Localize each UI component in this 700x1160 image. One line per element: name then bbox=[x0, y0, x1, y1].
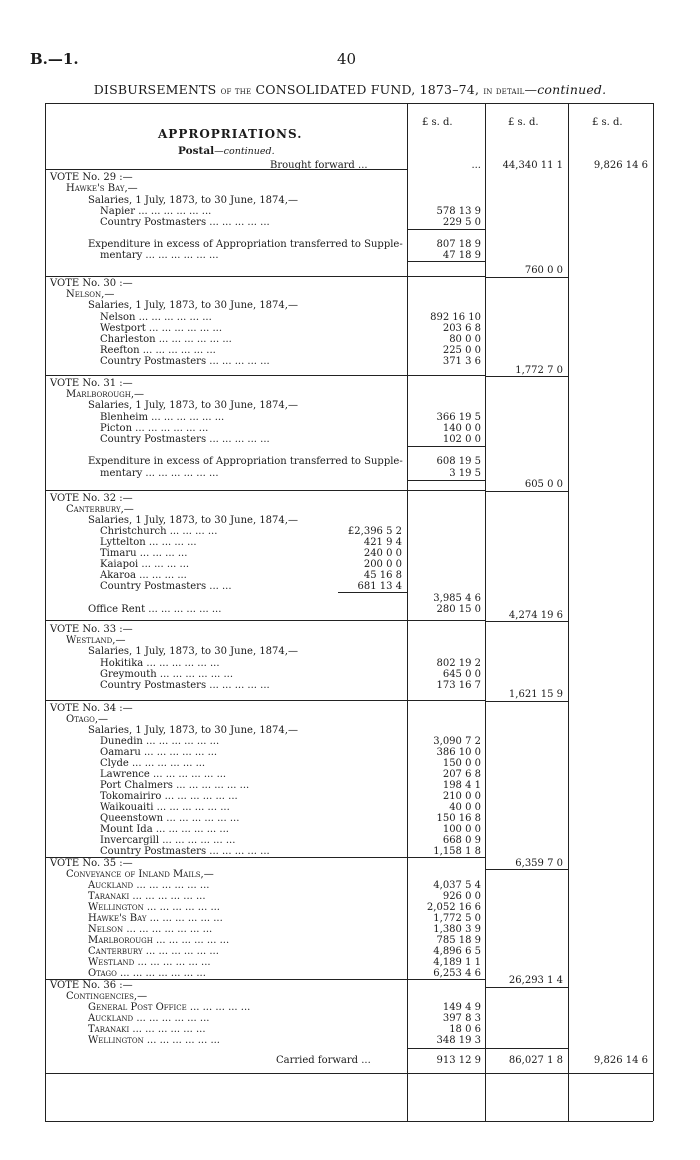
title-of: of the bbox=[220, 86, 252, 97]
amount-c1: 892 16 10 bbox=[430, 312, 481, 323]
amount-c1: 3 19 5 bbox=[449, 468, 481, 479]
row-label: Office Rent ... ... ... ... ... ... bbox=[88, 604, 222, 615]
row-label: Country Postmasters ... ... ... ... ... bbox=[100, 356, 270, 367]
amount-c1: 397 8 3 bbox=[442, 1013, 481, 1024]
row-label: Christchurch ... ... ... ... bbox=[100, 526, 218, 537]
row-label: Oamaru ... ... ... ... ... ... bbox=[100, 747, 218, 758]
row-label: VOTE No. 33 :— bbox=[50, 624, 133, 635]
rule-h bbox=[45, 1073, 653, 1074]
page-number: 40 bbox=[337, 50, 357, 68]
row-label: Country Postmasters ... ... ... ... ... bbox=[100, 846, 270, 857]
amount-c1: 4,896 6 5 bbox=[433, 946, 481, 957]
rule-col3 bbox=[568, 103, 569, 1121]
amount-c1: 18 0 6 bbox=[449, 1024, 481, 1035]
rule-h bbox=[45, 620, 485, 621]
row-label: Reefton ... ... ... ... ... ... bbox=[100, 345, 216, 356]
amount-c1: 3,090 7 2 bbox=[433, 736, 481, 747]
amount-c1: 173 16 7 bbox=[436, 680, 481, 691]
row-label: Canterbury,— bbox=[66, 504, 134, 515]
amount-c1: 1,772 5 0 bbox=[433, 913, 481, 924]
amount-c1: 2,052 16 6 bbox=[426, 902, 481, 913]
row-label: Salaries, 1 July, 1873, to 30 June, 1874,— bbox=[88, 646, 298, 657]
amount-c0: 421 9 4 bbox=[363, 537, 402, 548]
row-label: Westland ... ... ... ... ... ... bbox=[88, 957, 211, 968]
amount-c1: 149 4 9 bbox=[442, 1002, 481, 1013]
row-label: Nelson,— bbox=[66, 289, 115, 300]
row-label: Waikouaiti ... ... ... ... ... ... bbox=[100, 802, 230, 813]
amount-c3: 9,826 14 6 bbox=[593, 1055, 648, 1066]
amount-c1: 926 0 0 bbox=[442, 891, 481, 902]
row-label: Charleston ... ... ... ... ... ... bbox=[100, 334, 232, 345]
amount-c1: 203 6 8 bbox=[442, 323, 481, 334]
amount-c2: 1,772 7 0 bbox=[515, 365, 563, 376]
amount-c2: 86,027 1 8 bbox=[508, 1055, 563, 1066]
amount-c1: 371 3 6 bbox=[442, 356, 481, 367]
rule-h bbox=[407, 480, 485, 481]
row-label: Timaru ... ... ... ... bbox=[100, 548, 188, 559]
row-label: Auckland ... ... ... ... ... ... bbox=[88, 1013, 210, 1024]
row-label: VOTE No. 36 :— bbox=[50, 980, 133, 991]
col2-heading: £ s. d. bbox=[508, 117, 539, 128]
amount-c1: 225 0 0 bbox=[442, 345, 481, 356]
row-label: Lawrence ... ... ... ... ... ... bbox=[100, 769, 227, 780]
rule-h bbox=[485, 621, 568, 622]
amount-c1: 198 4 1 bbox=[442, 780, 481, 791]
amount-c1: 645 0 0 bbox=[442, 669, 481, 680]
amount-c1: 150 16 8 bbox=[436, 813, 481, 824]
amount-c2: 4,274 19 6 bbox=[508, 610, 563, 621]
row-label: Otago,— bbox=[66, 714, 109, 725]
row-label: Marlborough ... ... ... ... ... ... bbox=[88, 935, 230, 946]
row-label: Salaries, 1 July, 1873, to 30 June, 1874,— bbox=[88, 400, 298, 411]
row-label: Salaries, 1 July, 1873, to 30 June, 1874,— bbox=[88, 725, 298, 736]
amount-c1: 40 0 0 bbox=[449, 802, 481, 813]
amount-c1: 1,158 1 8 bbox=[433, 846, 481, 857]
row-label: Brought forward ... bbox=[270, 160, 368, 171]
row-label: Hawke's Bay,— bbox=[66, 183, 138, 194]
row-label: Conveyance of Inland Mails,— bbox=[66, 869, 214, 880]
amount-c0: £2,396 5 2 bbox=[347, 526, 402, 537]
row-label: Wellington ... ... ... ... ... ... bbox=[88, 902, 220, 913]
amount-c1: 4,189 1 1 bbox=[433, 957, 481, 968]
row-label: Westport ... ... ... ... ... ... bbox=[100, 323, 223, 334]
amount-c0: 45 16 8 bbox=[363, 570, 402, 581]
amount-c2: 760 0 0 bbox=[524, 265, 563, 276]
row-label: Lyttelton ... ... ... ... bbox=[100, 537, 197, 548]
row-label: Expenditure in excess of Appropriation transferred to Supple- bbox=[88, 456, 403, 467]
rule-h bbox=[407, 229, 485, 230]
row-label: VOTE No. 29 :— bbox=[50, 172, 133, 183]
page-header-left: B.—1. bbox=[30, 50, 79, 68]
row-label: Kaiapoi ... ... ... ... bbox=[100, 559, 190, 570]
amount-c1: 348 19 3 bbox=[436, 1035, 481, 1046]
rule-h bbox=[485, 277, 568, 278]
title-in: in detail bbox=[483, 86, 525, 97]
rule-col1 bbox=[407, 103, 408, 1121]
postal-continued: —continued. bbox=[214, 146, 275, 157]
amount-c2: 26,293 1 4 bbox=[508, 975, 563, 986]
amount-c2: 6,359 7 0 bbox=[515, 858, 563, 869]
col1-heading: £ s. d. bbox=[422, 117, 453, 128]
title-main: DISBURSEMENTS bbox=[93, 82, 217, 97]
row-label: VOTE No. 34 :— bbox=[50, 703, 133, 714]
row-label: Wellington ... ... ... ... ... ... bbox=[88, 1035, 220, 1046]
row-label: General Post Office ... ... ... ... ... bbox=[88, 1002, 251, 1013]
row-label: Nelson ... ... ... ... ... ... bbox=[100, 312, 212, 323]
row-label: Contingencies,— bbox=[66, 991, 148, 1002]
amount-c1: 280 15 0 bbox=[436, 604, 481, 615]
row-label: Akaroa ... ... ... ... bbox=[100, 570, 187, 581]
rule-h bbox=[485, 491, 568, 492]
amount-c1: 47 18 9 bbox=[442, 250, 481, 261]
rule-h bbox=[45, 857, 485, 858]
rule-h bbox=[485, 376, 568, 377]
row-label: Clyde ... ... ... ... ... ... bbox=[100, 758, 206, 769]
postal-name: Postal bbox=[178, 145, 215, 157]
row-label: Dunedin ... ... ... ... ... ... bbox=[100, 736, 220, 747]
row-label: Salaries, 1 July, 1873, to 30 June, 1874,— bbox=[88, 515, 298, 526]
amount-c1: 386 10 0 bbox=[436, 747, 481, 758]
row-label: VOTE No. 31 :— bbox=[50, 378, 133, 389]
amount-c2: 605 0 0 bbox=[524, 479, 563, 490]
postal-heading bbox=[178, 145, 275, 157]
row-label: VOTE No. 32 :— bbox=[50, 493, 133, 504]
rule-h bbox=[485, 869, 568, 870]
amount-c1: 100 0 0 bbox=[442, 824, 481, 835]
row-label: mentary ... ... ... ... ... ... bbox=[100, 250, 219, 261]
row-label: Port Chalmers ... ... ... ... ... ... bbox=[100, 780, 250, 791]
row-label: Taranaki ... ... ... ... ... ... bbox=[88, 891, 206, 902]
amount-c1: 802 19 2 bbox=[436, 658, 481, 669]
rule-left bbox=[45, 103, 46, 1121]
amount-c1: 785 18 9 bbox=[436, 935, 481, 946]
amount-c1: 102 0 0 bbox=[442, 434, 481, 445]
row-label: Westland,— bbox=[66, 635, 126, 646]
row-label: VOTE No. 35 :— bbox=[50, 858, 133, 869]
amount-c2: 1,621 15 9 bbox=[508, 689, 563, 700]
amount-c0: 200 0 0 bbox=[363, 559, 402, 570]
amount-c1: 3,985 4 6 bbox=[433, 593, 481, 604]
row-label: Country Postmasters ... ... ... ... ... bbox=[100, 217, 270, 228]
row-label: Hawke's Bay ... ... ... ... ... ... bbox=[88, 913, 223, 924]
amount-c3: 9,826 14 6 bbox=[593, 160, 648, 171]
row-label: Taranaki ... ... ... ... ... ... bbox=[88, 1024, 206, 1035]
row-label: Napier ... ... ... ... ... ... bbox=[100, 206, 212, 217]
amount-c1: 807 18 9 bbox=[436, 239, 481, 250]
amount-c1: 4,037 5 4 bbox=[433, 880, 481, 891]
rule-right bbox=[653, 103, 654, 1121]
rule-h bbox=[45, 276, 485, 277]
rule-h bbox=[485, 987, 568, 988]
row-label: Auckland ... ... ... ... ... ... bbox=[88, 880, 210, 891]
rule-h bbox=[45, 700, 485, 701]
row-label: VOTE No. 30 :— bbox=[50, 278, 133, 289]
row-label: Canterbury ... ... ... ... ... ... bbox=[88, 946, 219, 957]
appropriations-heading: APPROPRIATIONS. bbox=[158, 127, 303, 141]
amount-c1: ... bbox=[471, 160, 481, 171]
amount-c2: 44,340 11 1 bbox=[502, 160, 563, 171]
amount-c1: 140 0 0 bbox=[442, 423, 481, 434]
row-label: Queenstown ... ... ... ... ... ... bbox=[100, 813, 240, 824]
row-label: Expenditure in excess of Appropriation transferred to Supple- bbox=[88, 239, 403, 250]
amount-c0: 681 13 4 bbox=[357, 581, 402, 592]
row-label: Carried forward ... bbox=[276, 1055, 371, 1066]
page-title bbox=[0, 82, 700, 97]
col3-heading: £ s. d. bbox=[592, 117, 623, 128]
row-label: Country Postmasters ... ... bbox=[100, 581, 232, 592]
rule-h bbox=[45, 979, 485, 980]
rule-h bbox=[407, 446, 485, 447]
rule-h bbox=[407, 261, 485, 262]
row-label: Hokitika ... ... ... ... ... ... bbox=[100, 658, 220, 669]
row-label: Picton ... ... ... ... ... ... bbox=[100, 423, 209, 434]
amount-c1: 668 0 9 bbox=[442, 835, 481, 846]
rule-col2 bbox=[485, 103, 486, 1121]
rule-h bbox=[407, 1048, 485, 1049]
amount-c1: 366 19 5 bbox=[436, 412, 481, 423]
row-label: Blenheim ... ... ... ... ... ... bbox=[100, 412, 225, 423]
amount-c1: 6,253 4 6 bbox=[433, 968, 481, 979]
amount-c0: 240 0 0 bbox=[363, 548, 402, 559]
amount-c1: 80 0 0 bbox=[449, 334, 481, 345]
row-label: Salaries, 1 July, 1873, to 30 June, 1874,— bbox=[88, 195, 298, 206]
row-label: Invercargill ... ... ... ... ... ... bbox=[100, 835, 236, 846]
title-fund: CONSOLIDATED FUND, 1873–74, bbox=[255, 82, 480, 97]
row-label: Greymouth ... ... ... ... ... ... bbox=[100, 669, 234, 680]
rule-h bbox=[485, 1048, 568, 1049]
row-label: Country Postmasters ... ... ... ... ... bbox=[100, 434, 270, 445]
row-label: Tokomairiro ... ... ... ... ... ... bbox=[100, 791, 238, 802]
amount-c1: 229 5 0 bbox=[442, 217, 481, 228]
amount-c1: 578 13 9 bbox=[436, 206, 481, 217]
rule-h bbox=[45, 375, 485, 376]
row-label: Otago ... ... ... ... ... ... ... bbox=[88, 968, 206, 979]
amount-c1: 207 6 8 bbox=[442, 769, 481, 780]
row-label: mentary ... ... ... ... ... ... bbox=[100, 468, 219, 479]
row-label: Nelson ... ... ... ... ... ... ... bbox=[88, 924, 213, 935]
rule-h bbox=[45, 490, 485, 491]
row-label: Salaries, 1 July, 1873, to 30 June, 1874,— bbox=[88, 300, 298, 311]
rule-h bbox=[485, 701, 568, 702]
title-continued: —continued. bbox=[524, 82, 607, 97]
row-label: Country Postmasters ... ... ... ... ... bbox=[100, 680, 270, 691]
amount-c1: 150 0 0 bbox=[442, 758, 481, 769]
row-label: Marlborough,— bbox=[66, 389, 145, 400]
amount-c1: 913 12 9 bbox=[436, 1055, 481, 1066]
rule-h bbox=[338, 592, 407, 593]
amount-c1: 1,380 3 9 bbox=[433, 924, 481, 935]
amount-c1: 210 0 0 bbox=[442, 791, 481, 802]
row-label: Mount Ida ... ... ... ... ... ... bbox=[100, 824, 229, 835]
rule-h bbox=[45, 169, 407, 170]
amount-c1: 608 19 5 bbox=[436, 456, 481, 467]
